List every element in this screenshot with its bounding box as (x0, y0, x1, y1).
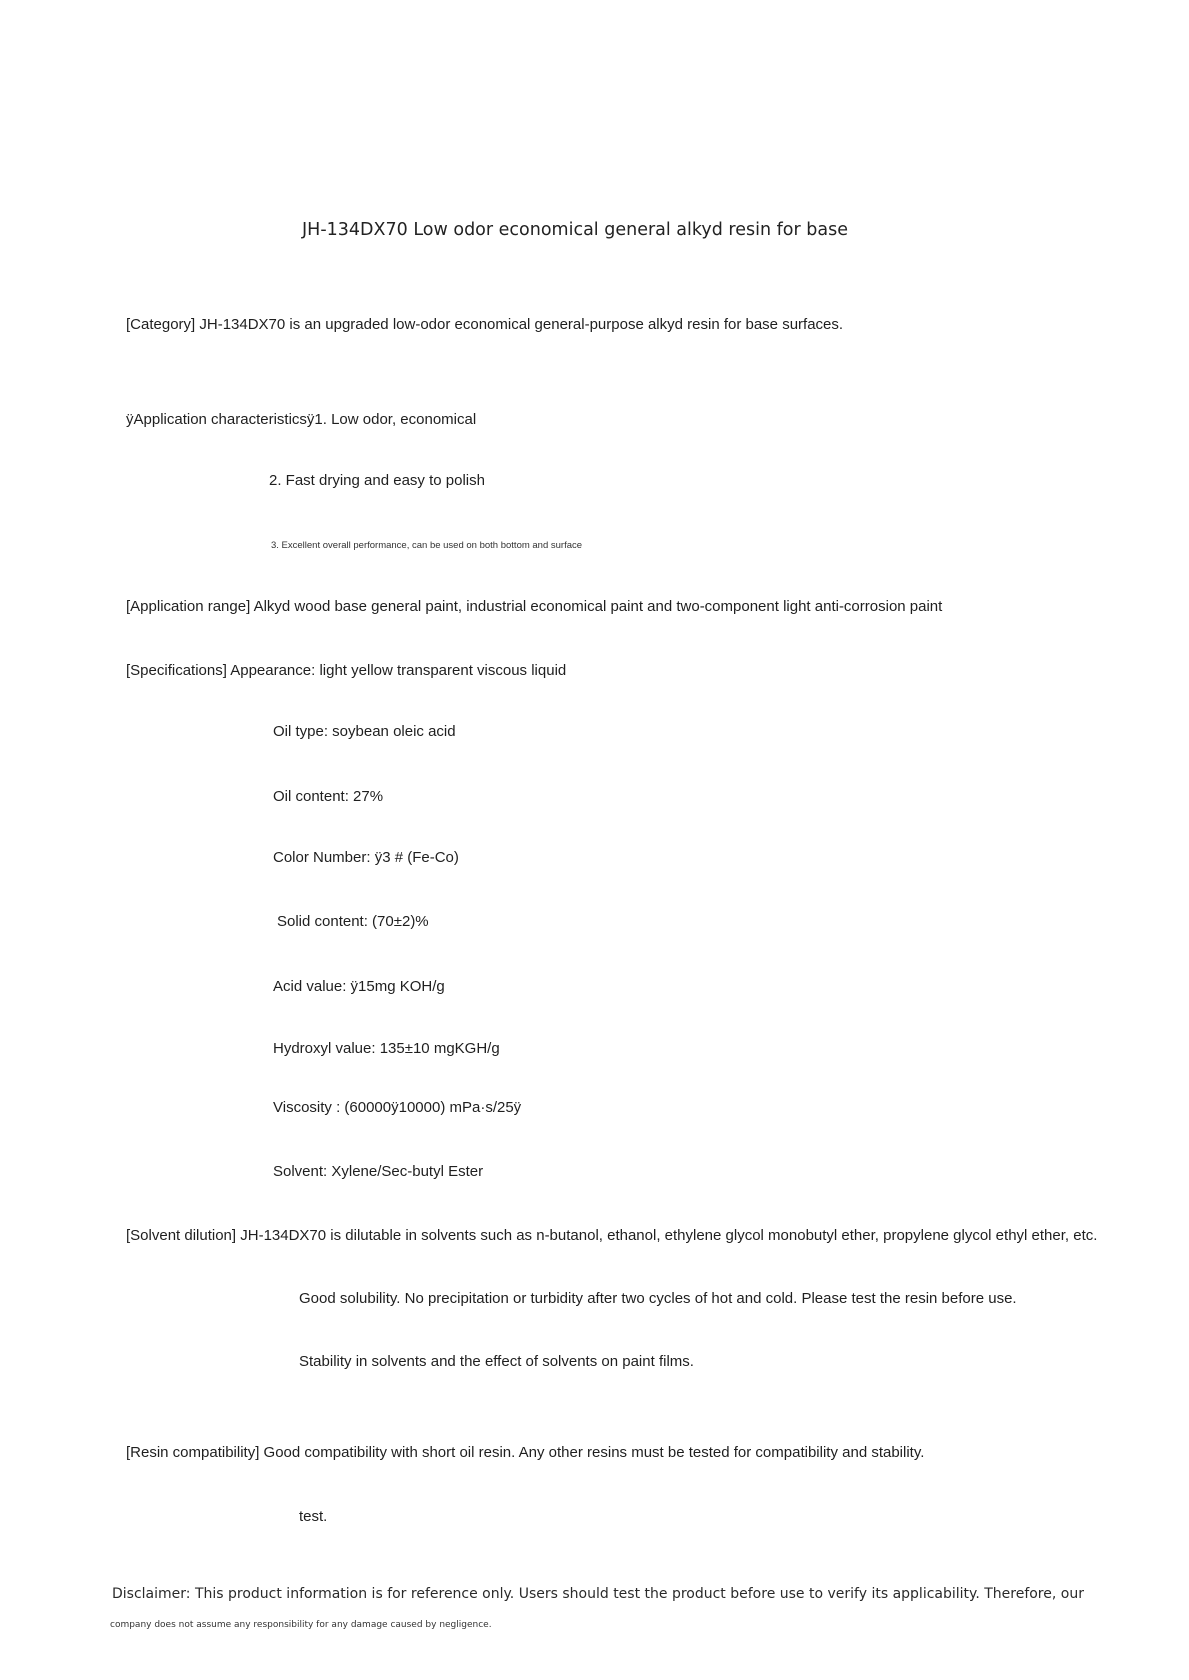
disclaimer-line-1: Disclaimer: This product information is for reference only. Users should test the product before use to verify its applicability. Therefore, our (112, 1586, 1084, 1602)
solvent-dilution-line-1: [Solvent dilution] JH-134DX70 is dilutable in solvents such as n-butanol, ethanol, ethylene glycol monobutyl ether, propylene glycol ethyl ether, etc. (126, 1227, 1098, 1244)
spec-color-number: Color Number: ÿ3 # (Fe-Co) (273, 849, 459, 866)
spec-hydroxyl-value: Hydroxyl value: 135±10 mgKGH/g (273, 1040, 500, 1057)
specifications-appearance: [Specifications] Appearance: light yellow transparent viscous liquid (126, 662, 567, 679)
application-range-text: [Application range] Alkyd wood base general paint, industrial economical paint and two-component light anti-corrosion paint (126, 598, 943, 615)
spec-viscosity: Viscosity : (60000ÿ10000) mPa·s/25ÿ (273, 1099, 522, 1116)
resin-compatibility-line-1: [Resin compatibility] Good compatibility with short oil resin. Any other resins must be tested for compatibility and stability. (126, 1444, 925, 1461)
document-title: JH-134DX70 Low odor economical general alkyd resin for base (302, 220, 848, 240)
spec-solvent: Solvent: Xylene/Sec-butyl Ester (273, 1163, 484, 1180)
application-characteristics-item-1: ÿApplication characteristicsÿ1. Low odor, economical (126, 411, 477, 428)
disclaimer-line-2: company does not assume any responsibility for any damage caused by negligence. (110, 1620, 492, 1630)
spec-acid-value: Acid value: ÿ15mg KOH/g (273, 978, 445, 995)
category-text: [Category] JH-134DX70 is an upgraded low-odor economical general-purpose alkyd resin for base surfaces. (126, 316, 844, 333)
spec-oil-type: Oil type: soybean oleic acid (273, 723, 456, 740)
application-characteristics-item-3: 3. Excellent overall performance, can be used on both bottom and surface (271, 540, 583, 551)
solvent-dilution-line-3: Stability in solvents and the effect of solvents on paint films. (299, 1353, 694, 1370)
solvent-dilution-line-2: Good solubility. No precipitation or turbidity after two cycles of hot and cold. Please test the resin before use. (299, 1290, 1017, 1307)
spec-solid-content: Solid content: (70±2)% (277, 913, 429, 930)
resin-compatibility-line-2: test. (299, 1508, 328, 1525)
application-characteristics-item-2: 2. Fast drying and easy to polish (269, 472, 485, 489)
spec-oil-content: Oil content: 27% (273, 788, 384, 805)
